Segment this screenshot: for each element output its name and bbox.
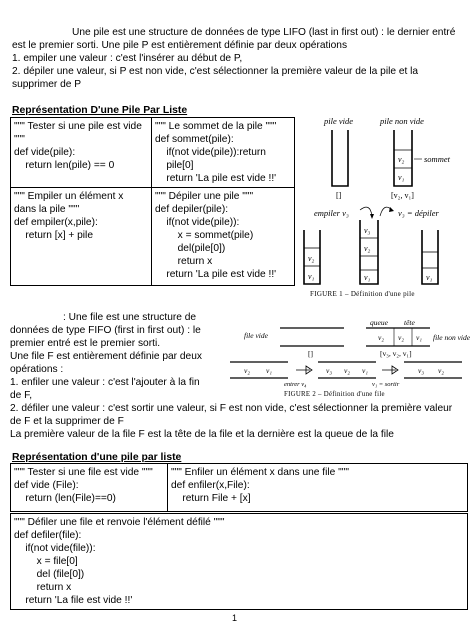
fig1-list-v: [v₂, v₁] bbox=[391, 191, 414, 200]
figure-file bbox=[226, 316, 471, 400]
code-defiler: """ Défiler une file et renvoie l'élément défilé """ def defiler(file): if(not vide(file)): x = file[0] del (file[0]) return x return 'La file est vide !!' bbox=[11, 514, 468, 610]
file-intro-line5: opérations : bbox=[10, 364, 64, 375]
file-intro-line2: données de type FIFO (first in first out) : le bbox=[10, 325, 201, 336]
fig2-arrow-right-1 bbox=[296, 366, 312, 374]
fig1-v1-top: v₁ bbox=[398, 173, 405, 182]
pile-code-table bbox=[10, 117, 295, 286]
fig2-file-vide-label: file vide bbox=[244, 331, 268, 340]
fig1-pile-non-vide-label: pile non vide bbox=[380, 116, 424, 126]
file-code-table-bottom bbox=[10, 513, 468, 610]
code-sommet-pile: """ Le sommet de la pile """ def sommet(pile): if(not vide(pile)):return pile[0] return 'La pile est vide !!' bbox=[152, 118, 295, 188]
fig2-bl-v1: v₁ bbox=[266, 366, 272, 375]
fig1-pile-vide-label: pile vide bbox=[324, 116, 354, 126]
fig2-sortir-label: v₁ = sortir bbox=[372, 381, 400, 388]
fig2-bm-v1: v₁ bbox=[362, 366, 368, 375]
pile-section-header: Représentation D'une Pile Par Liste bbox=[12, 105, 188, 116]
code-depiler: """ Dépiler une pile """ def depiler(pile): if(not vide(pile)): x = sommet(pile) del(pile[0]) return x return 'La pile est vide !!' bbox=[152, 188, 295, 286]
fig2-entrer-label: entrer v₄ bbox=[284, 381, 307, 388]
fig1-empty-list: [] bbox=[336, 191, 342, 200]
fig2-top-v2: v₂ bbox=[378, 333, 384, 342]
pile-intro-line5: supprimer de P bbox=[12, 79, 82, 90]
file-intro-line6: 1. enfiler une valeur : c'est l'ajouter à la fin bbox=[10, 377, 200, 388]
fig2-list-v: [v₃, v₂, v₁] bbox=[380, 349, 412, 358]
file-intro-line3: premier entré est le premier sorti. bbox=[10, 338, 161, 349]
code-vide-pile: """ Tester si une pile est vide """ def vide(pile): return len(pile) == 0 bbox=[11, 118, 152, 188]
fig1-bl-v1: v₁ bbox=[308, 272, 315, 281]
fig2-arrow-right-2 bbox=[382, 366, 398, 374]
file-code-table-top bbox=[10, 463, 468, 512]
fig1-bl-v2: v₂ bbox=[308, 254, 315, 263]
fig1-bm-v2: v₂ bbox=[364, 244, 371, 253]
fig1-br-v1: v₁ bbox=[426, 273, 433, 282]
file-intro-line8: 2. défiler une valeur : c'est sortir une valeur, si F est non vide, c'est sélectionner la première valeur bbox=[10, 403, 453, 414]
page-number: 1 bbox=[232, 613, 238, 623]
code-enfiler: """ Enfiler un élément x dans une file """ def enfiler(x,File): return File + [x] bbox=[168, 464, 468, 512]
fig1-caption: FIGURE 1 – Définition d'une pile bbox=[310, 290, 415, 298]
fig1-v2-top: v₂ bbox=[398, 155, 405, 164]
pile-intro-line2: est le premier sorti. Une pile P est entièrement définie par deux opérations bbox=[12, 40, 348, 51]
fig1-depiler-label: v₃ = dépiler bbox=[398, 208, 439, 218]
fig2-queue-label: queue bbox=[370, 318, 388, 327]
fig2-bm-v2: v₂ bbox=[344, 366, 350, 375]
fig1-empiler-label: empiler v₃ bbox=[314, 208, 349, 218]
fig2-top-v3b: v₂ bbox=[398, 333, 404, 342]
file-intro-line9: de F et la supprimer de F bbox=[10, 416, 124, 427]
fig1-bm-v3: v₃ bbox=[364, 226, 371, 235]
pile-intro-line1: Une pile est une structure de données de type LIFO (last in first out) : le dernier entré bbox=[72, 27, 456, 38]
fig2-top-v1: v₁ bbox=[416, 333, 422, 342]
fig1-bm-v1: v₁ bbox=[364, 273, 371, 282]
fig2-caption: FIGURE 2 – Définition d'une file bbox=[284, 391, 385, 398]
fig1-sommet-label: sommet bbox=[424, 154, 450, 164]
file-intro-line10: La première valeur de la file F est la tête de la file et la dernière est la queue de la file bbox=[10, 429, 394, 440]
code-vide-file: """ Tester si une file est vide """ def vide (File): return (len(File)==0) bbox=[11, 464, 168, 512]
fig2-bl-v2: v₂ bbox=[244, 366, 250, 375]
fig1-stack-empty bbox=[332, 130, 348, 186]
pile-intro bbox=[12, 26, 468, 91]
fig2-bm-v3: v₃ bbox=[326, 366, 332, 375]
pile-intro-line3: 1. empiler une valeur : c'est l'insérer au début de P, bbox=[12, 53, 243, 64]
fig1-arrow-empiler bbox=[360, 207, 372, 216]
file-intro-line4: Une file F est entièrement définie par deux bbox=[10, 351, 202, 362]
file-intro-line7: de F, bbox=[10, 390, 33, 401]
pile-intro-line4: 2. dépiler une valeur, si P est non vide, c'est sélectionner la première valeur de la pile et la bbox=[12, 66, 419, 77]
fig2-br-v3: v₃ bbox=[418, 366, 424, 375]
fig2-br-v2: v₂ bbox=[438, 366, 444, 375]
code-empiler: """ Empiler un élément x dans la pile """ def empiler(x,pile): return [x] + pile bbox=[11, 188, 152, 286]
fig2-tete-label: tête bbox=[404, 318, 415, 327]
file-section-header: Représentation d'une pile par liste bbox=[12, 452, 182, 463]
file-intro-line1: : Une file est une structure de bbox=[63, 312, 197, 323]
fig2-file-non-vide-label: file non vide bbox=[433, 333, 471, 342]
fig2-empty-list: [] bbox=[308, 349, 313, 358]
figure-pile bbox=[300, 108, 470, 298]
